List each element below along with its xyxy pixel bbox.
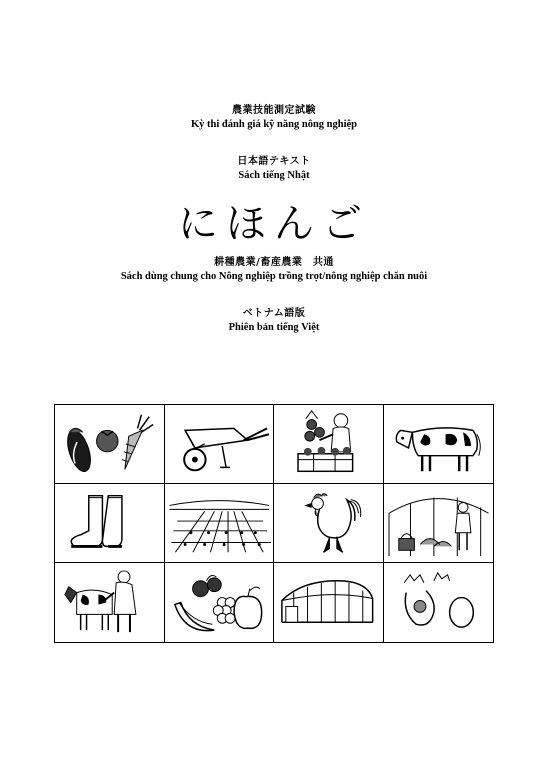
greenhouse-worker-icon [384, 484, 494, 563]
farmer-harvest-icon [274, 405, 384, 484]
farmer-with-calf-icon [55, 563, 165, 642]
rubber-boots-icon [55, 484, 165, 563]
exam-title-vn: Kỳ thi đánh giá kỹ năng nông nghiệp [190, 119, 358, 130]
scope-label-jp: 耕種農業/畜産農業 共通 [214, 257, 334, 268]
exam-title-jp: 農業技能測定試験 [232, 105, 316, 116]
scope-label-vn: Sách dùng chung cho Nông nghiệp trồng trọt/nông nghiệp chăn nuôi [120, 271, 428, 282]
rooster-icon [274, 484, 384, 563]
edition-label-vn: Phiên bản tiếng Việt [228, 322, 320, 333]
textbook-label-vn: Sách tiếng Nhật [238, 170, 310, 181]
field-rows-icon [165, 484, 275, 563]
vegetables-icon [55, 405, 165, 484]
eggs-icon [384, 563, 494, 642]
main-title: にほんご [178, 201, 370, 247]
wheelbarrow-icon [165, 405, 275, 484]
edition-label-jp: ベトナム語版 [242, 308, 306, 319]
illustration-grid [54, 404, 494, 643]
cow-icon [384, 405, 494, 484]
fruits-icon [165, 563, 275, 642]
textbook-label-jp: 日本語テキスト [237, 156, 311, 167]
greenhouse-icon [274, 563, 384, 642]
